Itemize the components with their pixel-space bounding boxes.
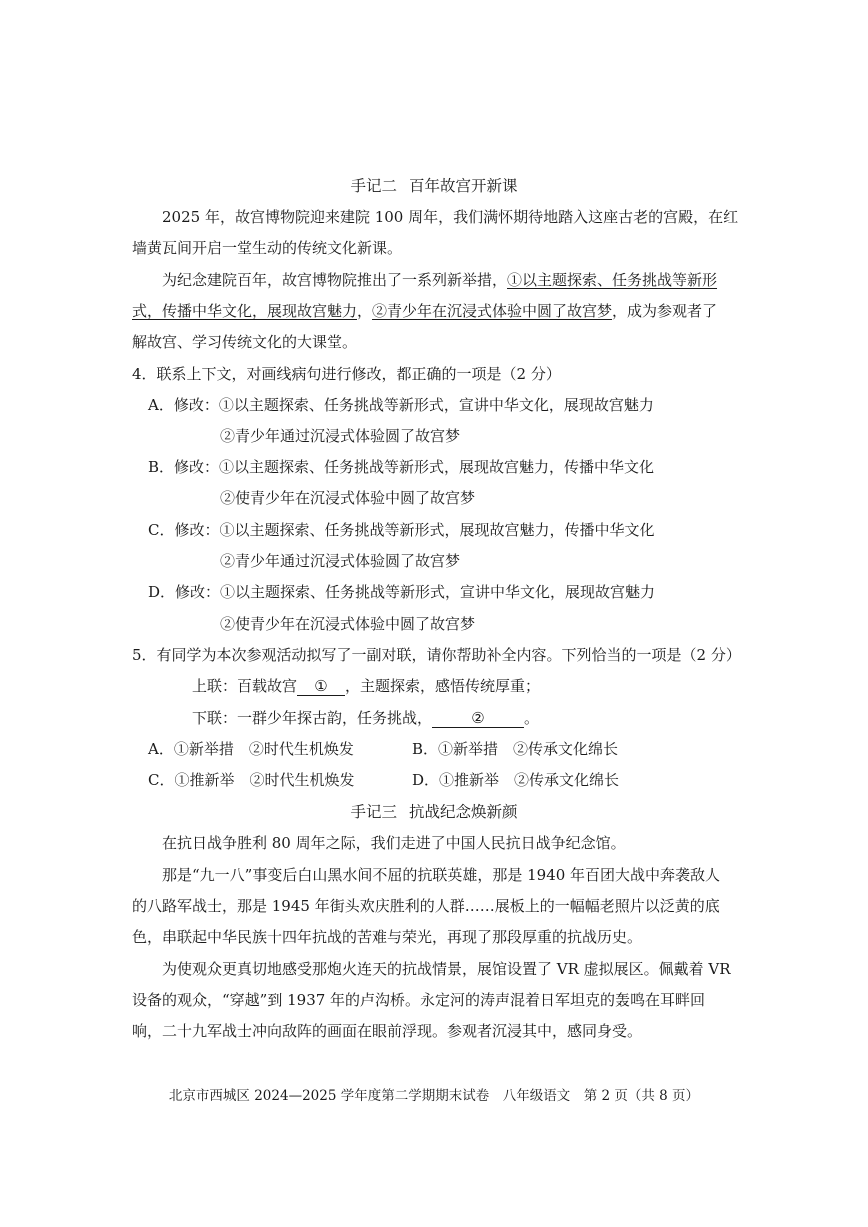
couplet-upper [192, 676, 540, 696]
section2-p2-comma: ， [357, 302, 373, 320]
section2-p2-line1 [162, 270, 717, 290]
couplet-blank-2: ② [432, 709, 524, 728]
section3-title [0, 802, 868, 822]
underlined-sentence-2: ②青少年在沉浸式体验中圆了故宫梦 [372, 302, 613, 320]
section2-p2-line3: 解故宫、学习传统文化的大课堂。 [132, 333, 358, 351]
section3-p3-line2: 设备的观众，“穿越”到 1937 年的卢沟桥。永定河的涛声混着日军坦克的轰鸣在耳畔回 [132, 991, 706, 1009]
section2-p2-line2-tail: ，成为参观者了 [612, 302, 718, 320]
q5-option-b: B．①新举措 ②传承文化绵长 [412, 740, 619, 758]
section2-p1-line1: 2025 年，故宫博物院迎来建院 100 周年，我们满怀期待地踏入这座古老的宫殿，在红 [162, 208, 739, 226]
couplet-upper-text: 上联：百载故宫 [192, 677, 298, 695]
couplet-lower-text: 下联：一群少年探古韵，任务挑战， [192, 709, 433, 727]
q4-option-b-line1: B．修改：①以主题探索、任务挑战等新形式，展现故宫魅力，传播中华文化 [148, 458, 655, 476]
section3-title-text: 抗战纪念焕新颜 [409, 803, 518, 821]
section3-p2-line2: 的八路军战士，那是 1945 年街头欢庆胜利的人群……展板上的一幅幅老照片以泛黄的底 [132, 897, 720, 915]
page-footer: 北京市西城区 2024—2025 学年度第二学期期末试卷 八年级语文 第 2 页（共 8 页） [168, 1088, 700, 1104]
couplet-lower [192, 708, 539, 728]
section2-title [0, 176, 868, 196]
q4-option-c-line1: C．修改：①以主题探索、任务挑战等新形式，展现故宫魅力，传播中华文化 [148, 521, 655, 539]
q4-option-a-line2: ②青少年通过沉浸式体验圆了故宫梦 [220, 427, 461, 445]
couplet-upper-tail: ，主题探索，感悟传统厚重； [345, 677, 541, 695]
section3-title-label: 手记三 [350, 803, 397, 821]
q4-option-c-line2: ②青少年通过沉浸式体验圆了故宫梦 [220, 552, 461, 570]
couplet-blank-1: ① [297, 677, 345, 696]
q4-option-d-line1: D．修改：①以主题探索、任务挑战等新形式，宣讲中华文化，展现故宫魅力 [148, 583, 656, 601]
q5-option-a: A．①新举措 ②时代生机焕发 [148, 740, 354, 758]
section3-p1: 在抗日战争胜利 80 周年之际，我们走进了中国人民抗日战争纪念馆。 [162, 834, 626, 852]
couplet-lower-tail: 。 [524, 709, 540, 727]
q4-stem: 4．联系上下文，对画线病句进行修改，都正确的一项是（2 分） [132, 365, 561, 383]
section3-p2-line3: 色，串联起中华民族十四年抗战的苦难与荣光，再现了那段厚重的抗战历史。 [132, 928, 643, 946]
underlined-sentence-1a: ①以主题探索、任务挑战等新形 [507, 271, 718, 289]
section2-p2-line2 [132, 301, 717, 321]
q4-option-d-line2: ②使青少年在沉浸式体验中圆了故宫梦 [220, 615, 476, 633]
q4-option-a-line1: A．修改：①以主题探索、任务挑战等新形式，宣讲中华文化，展现故宫魅力 [148, 396, 654, 414]
q5-option-c: C．①推新举 ②时代生机焕发 [148, 771, 355, 789]
section3-p3-line3: 响，二十九军战士冲向敌阵的画面在眼前浮现。参观者沉浸其中，感同身受。 [132, 1022, 643, 1040]
q4-option-b-line2: ②使青少年在沉浸式体验中圆了故宫梦 [220, 489, 476, 507]
section2-p2-line1-text: 为纪念建院百年，故宫博物院推出了一系列新举措， [162, 271, 508, 289]
section3-p2-line1: 那是“九一八”事变后白山黑水间不屈的抗联英雄，那是 1940 年百团大战中奔袭敌人 [162, 866, 721, 884]
section2-title-label: 手记二 [350, 177, 397, 195]
section2-title-text: 百年故宫开新课 [409, 177, 518, 195]
section2-p1-line2: 墙黄瓦间开启一堂生动的传统文化新课。 [132, 239, 403, 257]
q5-option-d: D．①推新举 ②传承文化绵长 [412, 771, 620, 789]
underlined-sentence-1b: 式，传播中华文化，展现故宫魅力 [132, 302, 358, 320]
section3-p3-line1: 为使观众更真切地感受那炮火连天的抗战情景，展馆设置了 VR 虚拟展区。佩戴着 VR [162, 960, 731, 978]
q5-stem: 5．有同学为本次参观活动拟写了一副对联，请你帮助补全内容。下列恰当的一项是（2 分） [132, 646, 741, 664]
